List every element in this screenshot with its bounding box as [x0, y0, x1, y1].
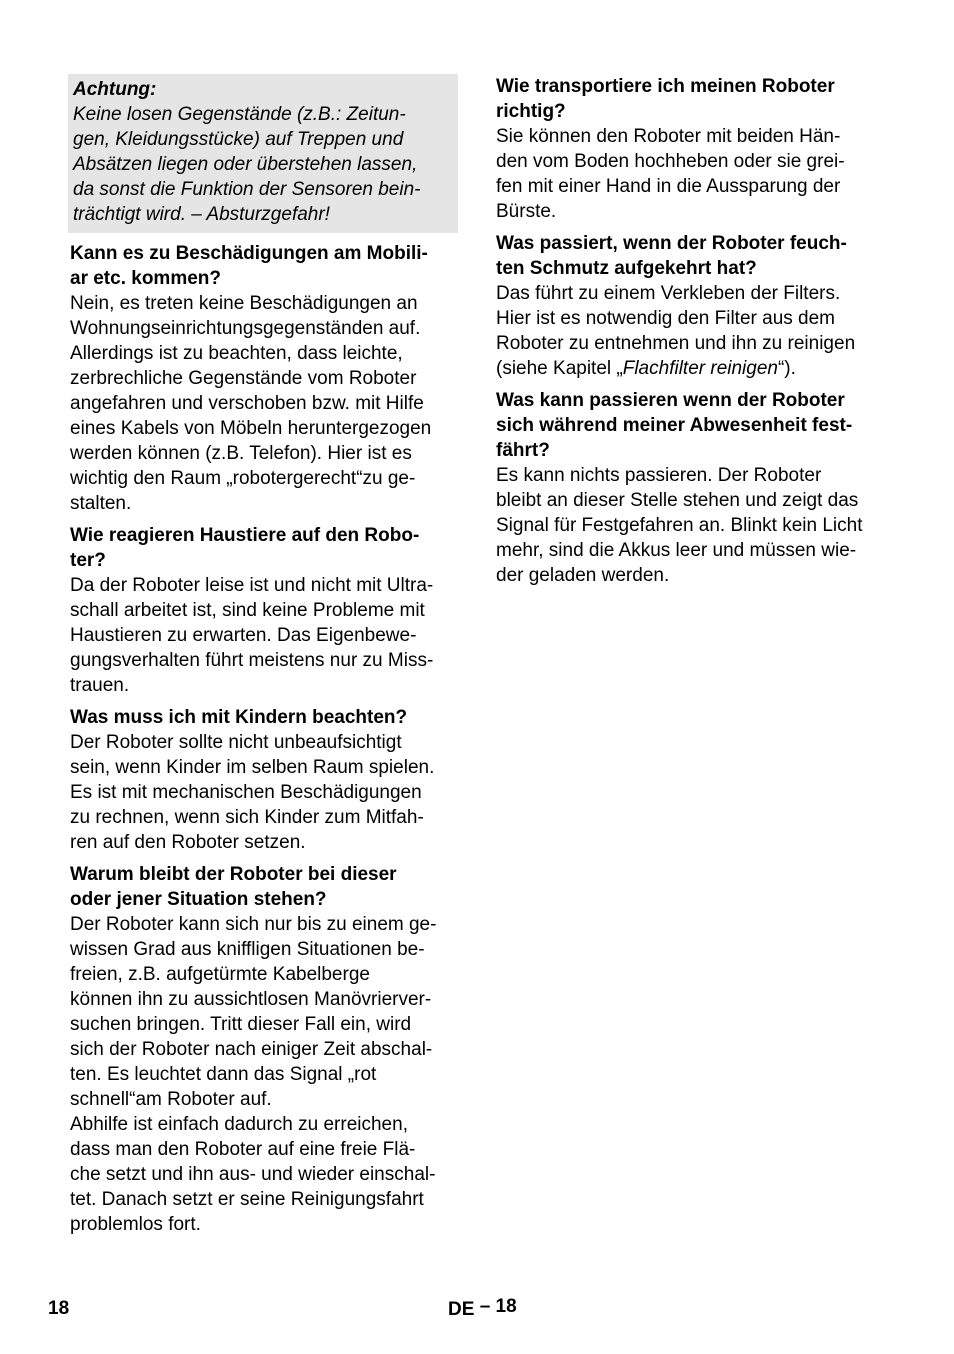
left-column [70, 74, 458, 1244]
faq-answer: Nein, es treten keine Beschädigungen an Wohnungseinrichtungsgegenständen auf. Allerdings ist zu beachten, dass leichte, zerbrechliche Gegenstände vom Roboter angefahren und verschoben bzw. mit Hilfe eines Kabels von Möbeln heruntergezogen werden können (z.B. Telefon). Hier ist es wichtig den Raum „robotergerecht“zu ge- stalten. [70, 293, 432, 514]
page-number-center: 18 [495, 1296, 517, 1317]
warning-note [68, 74, 458, 233]
faq-item-stuck-absence [496, 388, 886, 588]
faq-question: Kann es zu Beschädigungen am Mobili- ar etc. kommen? [70, 243, 428, 289]
faq-question: Was passiert, wenn der Roboter feuch- ten Schmutz aufgekehrt hat? [496, 233, 847, 279]
faq-answer [496, 281, 886, 381]
faq-answer-text-end: “). [777, 358, 796, 379]
faq-item-furniture-damage [70, 241, 458, 516]
faq-item-wet-dirt [496, 231, 886, 381]
page-number-left: 18 [48, 1298, 70, 1319]
chapter-reference-flachfilter: Flachfilter reinigen [622, 358, 778, 379]
faq-answer: Es kann nichts passieren. Der Roboter bleibt an dieser Stelle stehen und zeigt das Signal für Festgefahren an. Blinkt kein Licht mehr, sind die Akkus leer und müssen wie- der geladen werden. [496, 465, 863, 586]
page-footer-center [448, 1296, 517, 1318]
faq-item-robot-stops [70, 862, 458, 1237]
warning-note-text: Keine losen Gegenstände (z.B.: Zeitun- gen, Kleidungsstücke) auf Treppen und Absätzen liegen oder überstehen lassen, da sonst die Funktion der Sensoren bein- trächtigt wird. – Absturzgefahr! [73, 104, 421, 225]
faq-item-pets [70, 523, 458, 698]
faq-item-transport [496, 74, 886, 224]
warning-note-title: Achtung: [73, 79, 157, 100]
faq-item-children [70, 705, 458, 855]
faq-answer: Der Roboter sollte nicht unbeaufsichtigt sein, wenn Kinder im selben Raum spielen. Es ist mit mechanischen Beschädigungen zu rechnen, wenn sich Kinder zum Mitfah- ren auf den Roboter setzen. [70, 732, 435, 853]
faq-question: Was kann passieren wenn der Roboter sich während meiner Abwesenheit fest- fährt? [496, 390, 853, 461]
right-column [496, 74, 886, 595]
footer-dash: – [479, 1296, 491, 1317]
faq-question: Wie reagieren Haustiere auf den Robo- ter? [70, 525, 420, 571]
language-code: DE [448, 1299, 475, 1320]
faq-question: Warum bleibt der Roboter bei dieser oder jener Situation stehen? [70, 864, 397, 910]
faq-question: Wie transportiere ich meinen Roboter richtig? [496, 76, 835, 122]
faq-answer: Der Roboter kann sich nur bis zu einem ge- wissen Grad aus kniffligen Situationen be- freien, z.B. aufgetürmte Kabelberge können ihn zu aussichtlosen Manövrierver- suchen bringen. Tritt dieser Fall ein, wird sich der Roboter nach einiger Zeit abschal- ten. Es leuchtet dann das Signal „rot schnell“am Roboter auf. Abhilfe ist einfach dadurch zu erreichen, dass man den Roboter auf eine freie Flä- che setzt und ihn aus- und wieder einschal- tet. Danach setzt er seine Reinigungsfahrt problemlos fort. [70, 914, 437, 1235]
faq-answer: Da der Roboter leise ist und nicht mit Ultra- schall arbeitet ist, sind keine Probleme mit Haustieren zu erwarten. Das Eigenbewe- gungsverhalten führt meistens nur zu Miss- trauen. [70, 575, 434, 696]
faq-answer: Sie können den Roboter mit beiden Hän- den vom Boden hochheben oder sie grei- fen mit einer Hand in die Aussparung der Bürste. [496, 126, 845, 222]
faq-answer-text: Das führt zu einem Verkleben der Filters. Hier ist es notwendig den Filter aus dem Roboter zu entnehmen und ihn zu reinigen (siehe Kapitel „ [496, 283, 856, 379]
faq-question: Was muss ich mit Kindern beachten? [70, 707, 408, 728]
